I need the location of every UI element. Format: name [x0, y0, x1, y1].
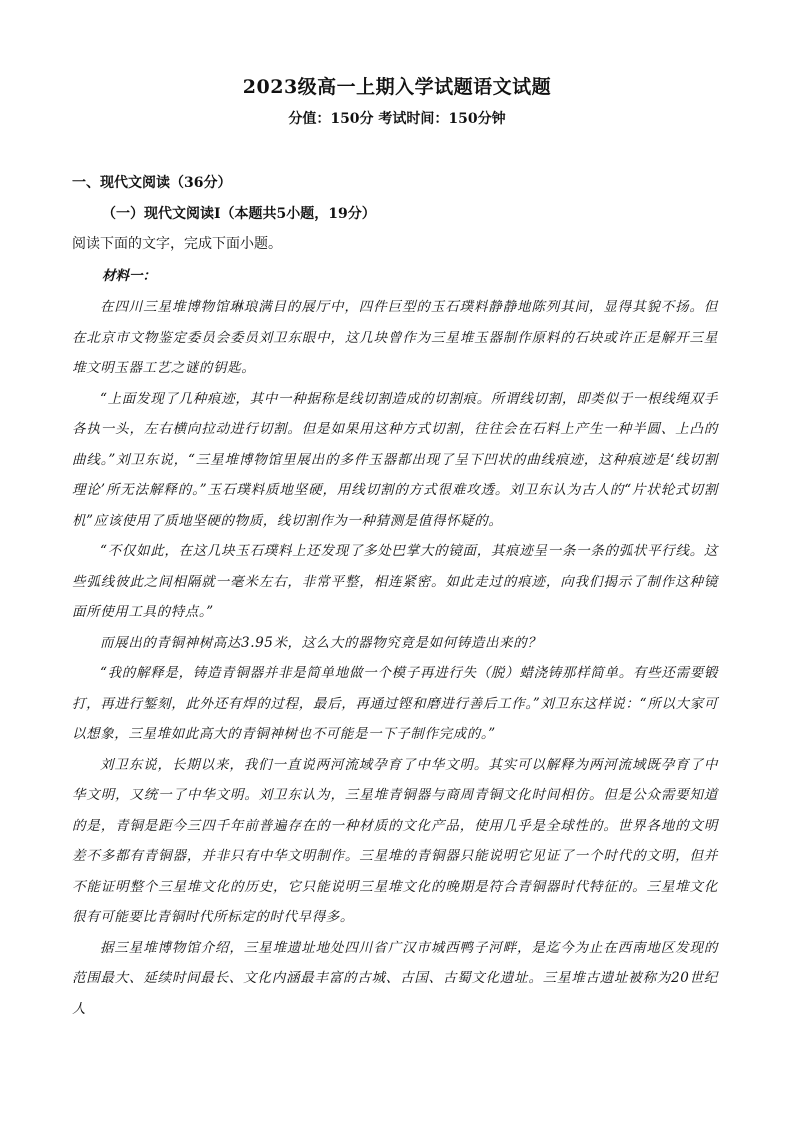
score-and-time: 分值：150分 考试时间：150分钟	[288, 111, 506, 127]
passage-paragraph: 在四川三星堆博物馆琳琅满目的展厅中，四件巨型的玉石璞料静静地陈列其间，显得其貌不扬。但在北京市文物鉴定委员会委员刘卫东眼中，这几块曾作为三星堆玉器制作原料的石块或许正是解开三星堆文明玉器工艺之谜的钥匙。	[72, 299, 718, 376]
passage-paragraph: “不仅如此，在这几块玉石璞料上还发现了多处巴掌大的镜面，其痕迹呈一条一条的弧状平行线。这些弧线彼此之间相隔就一毫米左右，非常平整，相连紧密。如此走过的痕迹，向我们揭示了制作这种镜面所使用工具的特点。”	[72, 543, 718, 620]
passage-paragraph: 而展出的青铜神树高达3.95米，这么大的器物究竟是如何铸造出来的？	[100, 634, 542, 651]
sub-section-heading: （一）现代文阅读Ⅰ（本题共5小题，19分）	[102, 206, 376, 222]
passage-paragraph: 刘卫东说，长期以来，我们一直说两河流域孕育了中华文明。其实可以解释为两河流域既孕育了中华文明，又统一了中华文明。刘卫东认为，三星堆青铜器与商周青铜文化时间相仿。但是公众需要知道的是，青铜是距今三四千年前普遍存在的一种材质的文化产品，使用几乎是全球性的。世界各地的文明差不多都有青铜器，并非只有中华文明制作。三星堆的青铜器只能说明它见证了一个时代的文明，但并不能证明整个三星堆文化的历史，它只能说明三星堆文化的晚期是符合青铜器时代特征的。三星堆文化很有可能要比青铜时代所标定的时代早得多。	[72, 756, 718, 925]
page-title: 2023级高一上期入学试题语文试题	[242, 76, 552, 98]
reading-instruction: 阅读下面的文字，完成下面小题。	[72, 236, 282, 252]
passage-paragraph: “我的解释是，铸造青铜器并非是简单地做一个模子再进行失（脱）蜡浇铸那样简单。有些还需要锻打，再进行錾刻，此外还有焊的过程，最后，再通过铿和磨进行善后工作。”刘卫东这样说：“所以大家可以想象，三星堆如此高大的青铜神树也不可能是一下子制作完成的。”	[72, 665, 718, 742]
passage-paragraph: “上面发现了几种痕迹，其中一种据称是线切割造成的切割痕。所谓线切割，即类似于一根线绳双手各执一头，左右横向拉动进行切割。但是如果用这种方式切割，往往会在石料上产生一种半圆、上凸的曲线。”刘卫东说，“三星堆博物馆里展出的多件玉器都出现了呈下凹状的曲线痕迹，这种痕迹是‘线切割理论’所无法解释的。”玉石璞料质地坚硬，用线切割的方式很难攻透。刘卫东认为古人的“片状轮式切割机”应该使用了质地坚硬的物质，线切割作为一种猜测是值得怀疑的。	[72, 390, 718, 529]
material-label: 材料一：	[102, 268, 156, 284]
section-heading: 一、现代文阅读（36分）	[72, 175, 232, 191]
passage-paragraph: 据三星堆博物馆介绍，三星堆遗址地处四川省广汉市城西鸭子河畔，是迄今为止在西南地区发现的范围最大、延续时间最长、文化内涵最丰富的古城、古国、古蜀文化遗址。三星堆古遗址被称为20世纪人	[72, 939, 718, 1017]
reading-passage	[72, 292, 718, 1024]
